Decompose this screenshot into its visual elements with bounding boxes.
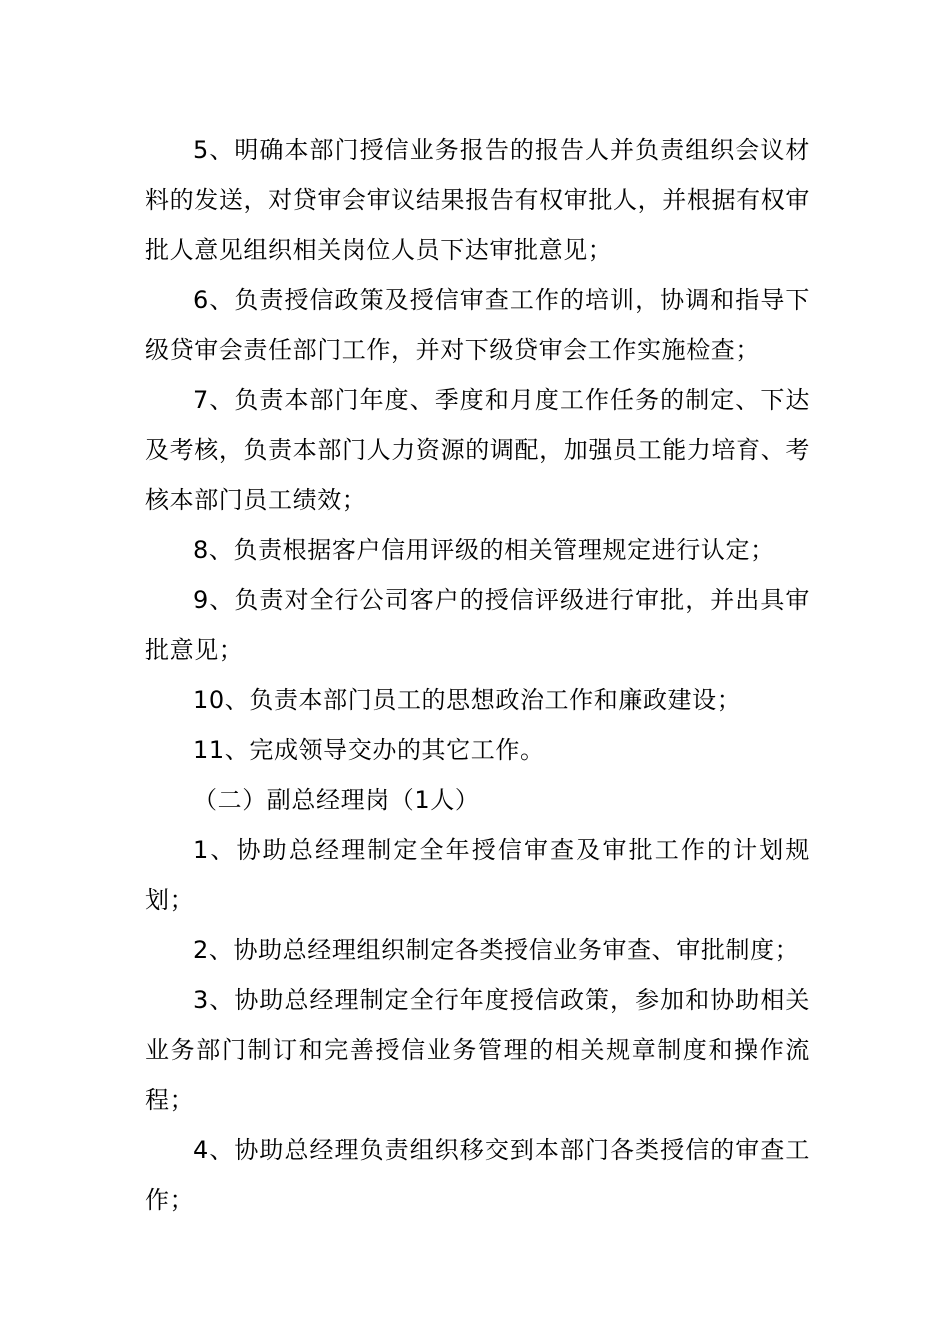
- document-body: [145, 125, 810, 1225]
- paragraph-duty-5: 5、明确本部门授信业务报告的报告人并负责组织会议材料的发送，对贷审会审议结果报告有权审批人，并根据有权审批人意见组织相关岗位人员下达审批意见；: [145, 136, 810, 264]
- paragraph-deputy-duty-1: 1、协助总经理制定全年授信审查及审批工作的计划规划；: [145, 836, 810, 914]
- paragraph-duty-8: 8、负责根据客户信用评级的相关管理规定进行认定；: [193, 536, 775, 564]
- section-heading-deputy-manager: （二）副总经理岗（1人）: [193, 786, 480, 814]
- paragraph-deputy-duty-3: 3、协助总经理制定全行年度授信政策，参加和协助相关业务部门制订和完善授信业务管理的相关规章制度和操作流程；: [145, 986, 810, 1114]
- paragraph-duty-9: 9、负责对全行公司客户的授信评级进行审批，并出具审批意见；: [145, 586, 810, 664]
- paragraph-duty-7: 7、负责本部门年度、季度和月度工作任务的制定、下达及考核，负责本部门人力资源的调配，加强员工能力培育、考核本部门员工绩效；: [145, 386, 810, 514]
- paragraph-deputy-duty-4: 4、协助总经理负责组织移交到本部门各类授信的审查工作；: [145, 1136, 810, 1214]
- paragraph-deputy-duty-2: 2、协助总经理组织制定各类授信业务审查、审批制度；: [193, 936, 800, 964]
- paragraph-duty-11: 11、完成领导交办的其它工作。: [193, 736, 545, 764]
- paragraph-duty-6: 6、负责授信政策及授信审查工作的培训，协调和指导下级贷审会责任部门工作，并对下级贷审会工作实施检查；: [145, 286, 810, 364]
- paragraph-duty-10: 10、负责本部门员工的思想政治工作和廉政建设；: [193, 686, 742, 714]
